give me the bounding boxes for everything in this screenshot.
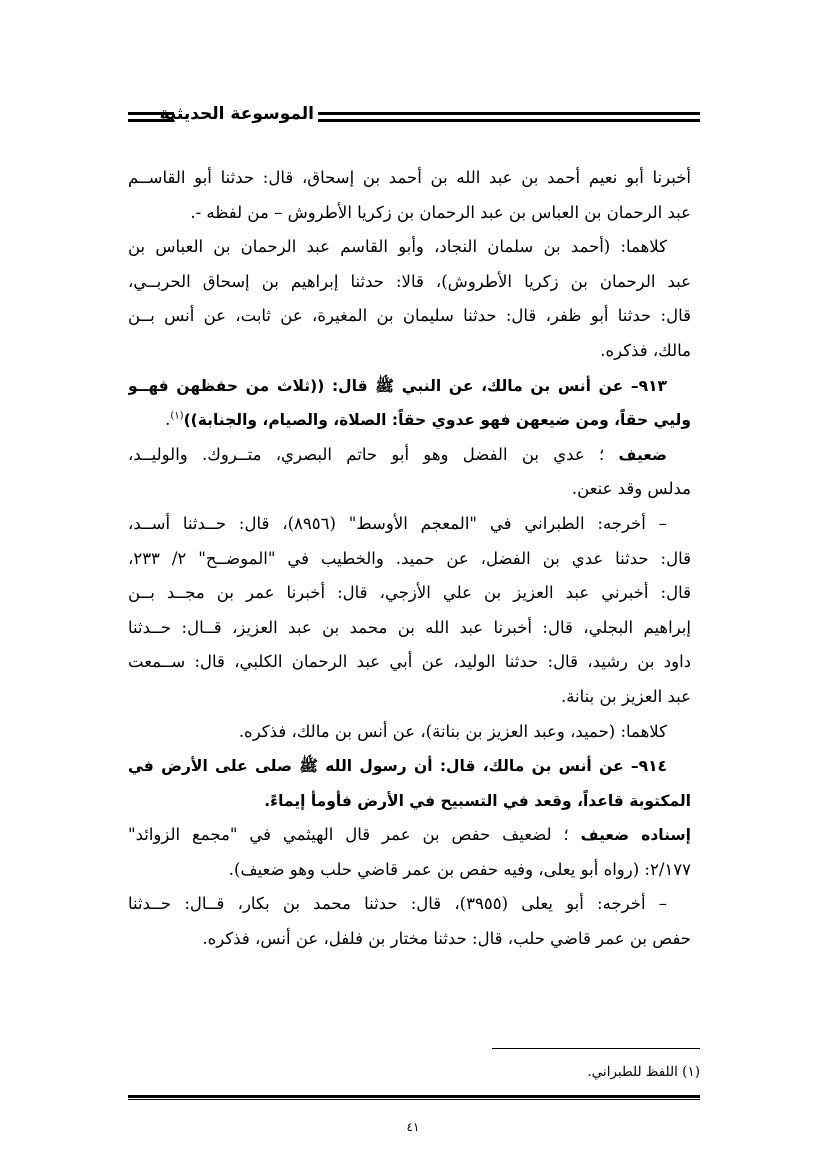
text-line xyxy=(128,749,691,784)
text-line xyxy=(128,576,691,611)
text-line xyxy=(128,611,691,646)
bold-text: ٩١٣– عن أنس بن مالك، عن النبي ﷺ قال: ((ثلاث من حفظهن فهــو xyxy=(128,376,667,395)
text-span: إبراهيم البجلي، قال: أخبرنا عبد الله بن محمد بن عبد العزيز، قــال: حــدثنا xyxy=(128,617,691,637)
text-line xyxy=(128,818,691,853)
body-text xyxy=(128,161,691,957)
text-span: كلاهما: (أحمد بن سلمان النجاد، وأبو القاسم عبد الرحمان بن العباس بن xyxy=(128,237,667,257)
text-line xyxy=(128,403,691,438)
bold-text: ٩١٤– عن أنس بن مالك، قال: أن رسول الله ﷺ صلى على الأرض في xyxy=(128,757,667,776)
text-line xyxy=(128,230,691,265)
text-span: مالك، فذكره. xyxy=(600,340,691,360)
header-title: الموسوعة الحديثية xyxy=(159,104,314,124)
footnote: (١) اللفظ للطبراني. xyxy=(587,1064,700,1080)
bold-text: ضعيف xyxy=(618,445,667,464)
text-span: أخبرنا أبو نعيم أحمد بن عبد الله بن أحمد بن إسحاق، قال: حدثنا أبو القاســم xyxy=(128,168,691,187)
text-line xyxy=(128,542,691,577)
text-line xyxy=(128,680,691,715)
text-span: عبد الرحمان بن العباس بن عبد الرحمان بن زكريا الأطروش – من لفظه -. xyxy=(190,202,691,222)
text-span: داود بن رشيد، قال: حدثنا الوليد، عن أبي عبد الرحمان الكلبي، قال: ســمعت xyxy=(128,652,691,672)
text-span: – أخرجه: أبو يعلى (٣٩٥٥)، قال: حدثنا محمد بن بكار، قــال: حــدثنا xyxy=(128,894,667,914)
text-span: – أخرجه: الطبراني في "المعجم الأوسط" (٨٩٥٦)، قال: حــدثنا أســد، xyxy=(128,513,667,533)
bold-text: وليي حقاً، ومن ضيعهن فهو عدوي حقاً: الصلاة، والصيام، والجنابة)) xyxy=(183,411,691,430)
text-line xyxy=(128,853,691,888)
text-span: حفص بن عمر قاضي حلب، قال: حدثنا مختار بن فلفل، عن أنس، فذكره. xyxy=(202,929,691,949)
text-line xyxy=(128,922,691,957)
text-span: مدلس وقد عنعن. xyxy=(571,479,691,499)
running-header xyxy=(128,106,700,134)
bold-text: المكتوبة قاعداً، وقعد في التسبيح في الأرض فأومأ إيماءً. xyxy=(264,791,691,810)
text-span: ؛ عدي بن الفضل وهو أبو حاتم البصري، متــروك. والوليــد، xyxy=(128,444,619,464)
text-line xyxy=(128,438,691,473)
text-line xyxy=(128,299,691,334)
text-span: . xyxy=(165,410,171,430)
header-rule-right xyxy=(318,112,700,122)
footnote-separator xyxy=(492,1048,700,1049)
text-line xyxy=(128,161,691,196)
text-line xyxy=(128,265,691,300)
text-line xyxy=(128,472,691,507)
text-span: ٢/١٧٧: (رواه أبو يعلى، وفيه حفص بن عمر قاضي حلب وهو ضعيف). xyxy=(228,859,691,879)
text-span: قال: أخبرني عبد العزيز بن علي الأزجي، قال: أخبرنا عمر بن مجــد بــن xyxy=(128,583,691,603)
text-span: قال: حدثنا أبو ظفر، قال: حدثنا سليمان بن المغيرة، عن ثابت، عن أنس بــن xyxy=(128,306,691,326)
text-line xyxy=(128,196,691,231)
text-line xyxy=(128,369,691,404)
text-span: كلاهما: (حميد، وعبد العزيز بن بنانة)، عن أنس بن مالك، فذكره. xyxy=(238,721,667,741)
text-line xyxy=(128,715,691,750)
text-line xyxy=(128,784,691,819)
text-line xyxy=(128,645,691,680)
text-line xyxy=(128,507,691,542)
text-span: عبد العزيز بن بنانة. xyxy=(560,686,691,706)
bold-text: إسناده ضعيف xyxy=(580,826,691,845)
bottom-rule xyxy=(128,1095,700,1100)
text-line xyxy=(128,334,691,369)
text-span: عبد الرحمان بن زكريا الأطروش)، قالا: حدثنا إبراهيم بن إسحاق الحربــي، xyxy=(128,271,691,291)
text-span: قال: حدثنا عدي بن الفضل، عن حميد. والخطيب في "الموضــح" ٢/ ٢٣٣، xyxy=(128,548,691,568)
text-span: ؛ لضعيف حفص بن عمر قال الهيثمي في "مجمع الزوائد" xyxy=(128,825,581,845)
footnote-ref: (١) xyxy=(170,410,184,422)
text-line xyxy=(128,887,691,922)
page-number: ٤١ xyxy=(406,1120,420,1134)
